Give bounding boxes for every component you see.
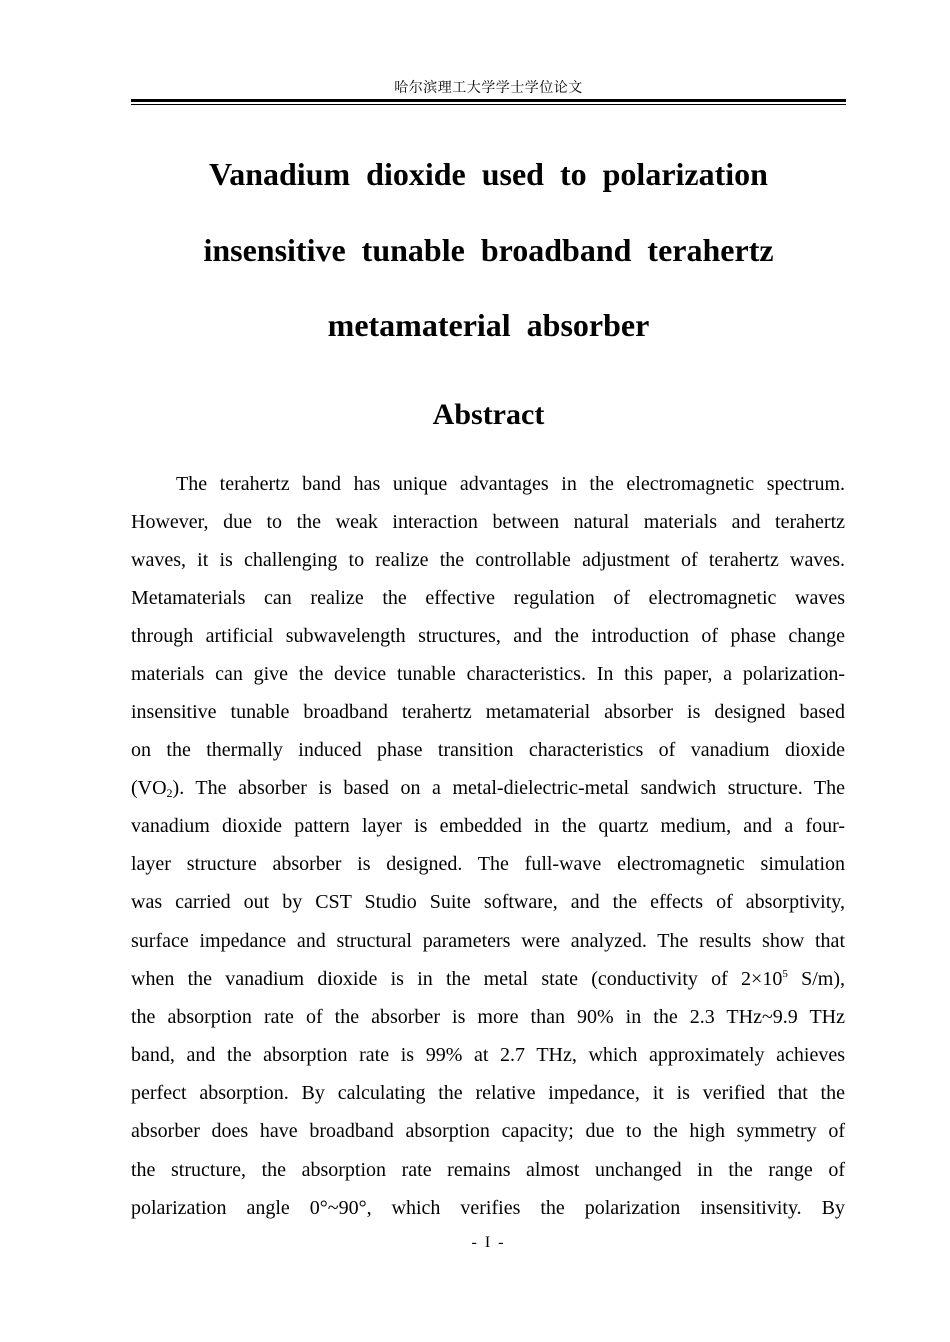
abstract-line: However, due to the weak interaction between natural materials and terahertz [131, 511, 845, 533]
abstract-line: polarization angle 0°~90°, which verifies the polarization insensitivity. By [131, 1197, 845, 1219]
abstract-line: band, and the absorption rate is 99% at 2.7 THz, which approximately achieves [131, 1044, 845, 1066]
conductivity-prefix: when the vanadium dioxide is in the metal state (conductivity of 2×10 [131, 968, 783, 990]
abstract-line: Metamaterials can realize the effective regulation of electromagnetic waves [131, 587, 845, 609]
running-title: 哈尔滨理工大学学士学位论文 [394, 80, 583, 96]
abstract-line: vanadium dioxide pattern layer is embedded in the quartz medium, and a four- [131, 815, 845, 837]
header-rule-thin [131, 104, 846, 105]
abstract-line-conductivity [131, 965, 845, 993]
abstract-line: absorber does have broadband absorption capacity; due to the high symmetry of [131, 1120, 845, 1142]
vo2-prefix: (VO [131, 777, 167, 799]
abstract-line: perfect absorption. By calculating the relative impedance, it is verified that the [131, 1082, 845, 1104]
abstract-line: The terahertz band has unique advantages in the electromagnetic spectrum. [176, 473, 845, 495]
abstract-line-vo2 [131, 774, 845, 802]
header-rule-thick [131, 99, 846, 102]
vo2-suffix: ). The absorber is based on a metal-dielectric-metal sandwich structure. The [172, 777, 845, 799]
conductivity-exponent: 5 [782, 968, 788, 980]
abstract-line: materials can give the device tunable characteristics. In this paper, a polarization- [131, 663, 845, 685]
abstract-line: the absorption rate of the absorber is more than 90% in the 2.3 THz~9.9 THz [131, 1006, 845, 1028]
title-line-1: Vanadium dioxide used to polarization [209, 156, 768, 192]
abstract-line: waves, it is challenging to realize the controllable adjustment of terahertz waves. [131, 549, 845, 571]
abstract-heading: Abstract [432, 398, 545, 431]
vo2-subscript: 2 [166, 786, 173, 800]
abstract-line: the structure, the absorption rate remains almost unchanged in the range of [131, 1159, 845, 1181]
abstract-line: insensitive tunable broadband terahertz metamaterial absorber is designed based [131, 701, 845, 723]
abstract-line: layer structure absorber is designed. The full-wave electromagnetic simulation [131, 853, 845, 875]
page-number: - I - [471, 1234, 506, 1251]
abstract-line: surface impedance and structural parameters were analyzed. The results show that [131, 930, 845, 952]
abstract-line: was carried out by CST Studio Suite software, and the effects of absorptivity, [131, 891, 845, 913]
conductivity-suffix: S/m), [787, 968, 845, 990]
title-line-2: insensitive tunable broadband terahertz [203, 232, 774, 268]
abstract-line: on the thermally induced phase transition characteristics of vanadium dioxide [131, 739, 845, 761]
title-line-3: metamaterial absorber [327, 307, 650, 343]
abstract-line: through artificial subwavelength structures, and the introduction of phase change [131, 625, 845, 647]
